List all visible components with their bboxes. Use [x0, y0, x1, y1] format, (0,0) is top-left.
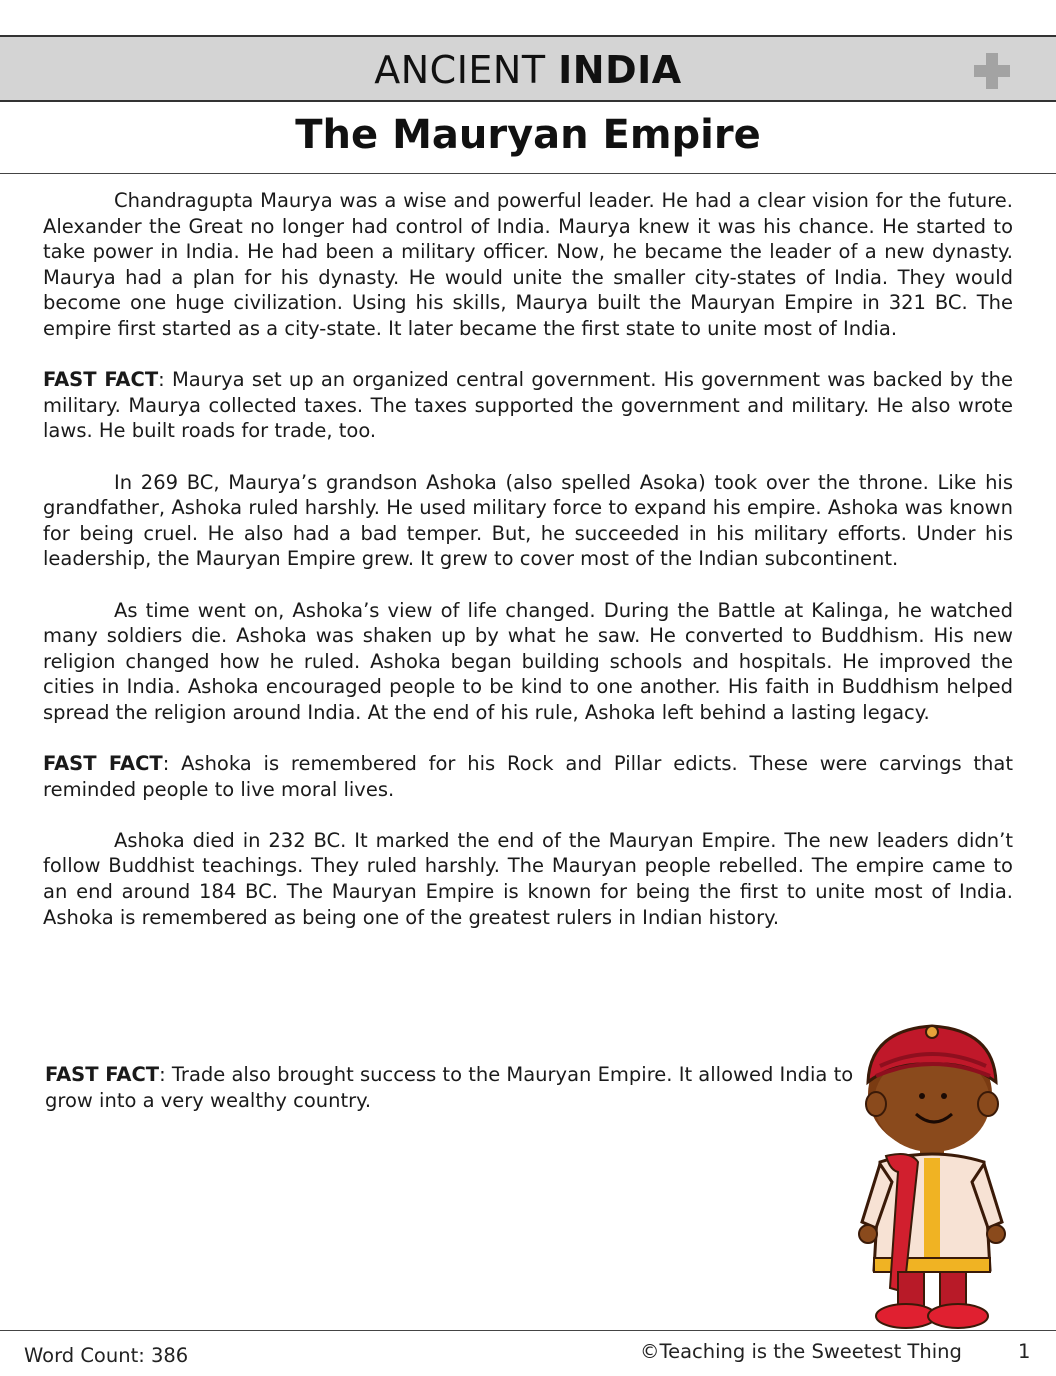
fast-fact-text: : Maurya set up an organized central government. His government was backed by the military. Maurya collected taxes. The taxes supported the government and military. He also wrote laws. He built roads for trade, too. [43, 368, 1013, 443]
paragraph-3: As time went on, Ashoka’s view of life changed. During the Battle at Kalinga, he watched many soldiers die. Ashoka was shaken up by what he saw. He converted to Buddhism. His new religion changed how he ruled. Ashoka began building schools and hospitals. He improved the cities in India. Ashoka encouraged people to be kind to one another. His faith in Buddhism helped spread the religion around India. At the end of his rule, Ashoka left behind a lasting legacy. [43, 598, 1013, 724]
header-title-bold: INDIA [558, 48, 682, 92]
footer-divider [0, 1330, 1056, 1331]
page-number: 1 [1018, 1340, 1031, 1363]
copyright-notice: ©Teaching is the Sweetest Thing [640, 1340, 962, 1363]
header-title-light: ANCIENT [374, 48, 546, 92]
word-count: Word Count: 386 [24, 1344, 189, 1367]
boy-in-turban-illustration [850, 1022, 1010, 1334]
fast-fact-label: FAST FACT [43, 752, 163, 776]
title-divider [0, 173, 1056, 174]
fast-fact-1 [43, 367, 1013, 444]
plus-icon [972, 51, 1012, 91]
paragraph-2: In 269 BC, Maurya’s grandson Ashoka (also spelled Asoka) took over the throne. Like his grandfather, Ashoka ruled harshly. He used military force to expand his empire. Ashoka was known for being cruel. He also had a bad temper. But, he succeeded in his military efforts. Under his leadership, the Mauryan Empire grew. It grew to cover most of the Indian subcontinent. [43, 470, 1013, 571]
header-band [0, 35, 1056, 102]
header-title [0, 37, 1056, 100]
paragraph-1: Chandragupta Maurya was a wise and powerful leader. He had a clear vision for the future. Alexander the Great no longer had control of India. Maurya knew it was his chance. He started to take power in India. He had been a military officer. Now, he became the leader of a new dynasty. Maurya had a plan for his dynasty. He would unite the smaller city-states of India. They would become one huge civilization. Using his skills, Maurya built the Mauryan Empire in 321 BC. The empire first started as a city-state. It later became the first state to unite most of India. [43, 189, 1013, 340]
fast-fact-3 [45, 1062, 865, 1113]
page-title: The Mauryan Empire [295, 112, 761, 158]
fast-fact-text: : Ashoka is remembered for his Rock and Pillar edicts. These were carvings that reminded people to live moral lives. [43, 752, 1013, 801]
paragraph-4: Ashoka died in 232 BC. It marked the end of the Mauryan Empire. The new leaders didn’t follow Buddhist teachings. They ruled harshly. The Mauryan people rebelled. The empire came to an end around 184 BC. The Mauryan Empire is known for being the first to unite most of India. Ashoka is remembered as being one of the greatest rulers in Indian history. [43, 828, 1013, 929]
article-body [43, 188, 1013, 956]
fast-fact-2 [43, 751, 1013, 802]
fast-fact-text: : Trade also brought success to the Mauryan Empire. It allowed India to grow into a very wealthy country. [45, 1063, 854, 1112]
fast-fact-label: FAST FACT [43, 368, 159, 392]
fast-fact-label: FAST FACT [45, 1063, 160, 1086]
